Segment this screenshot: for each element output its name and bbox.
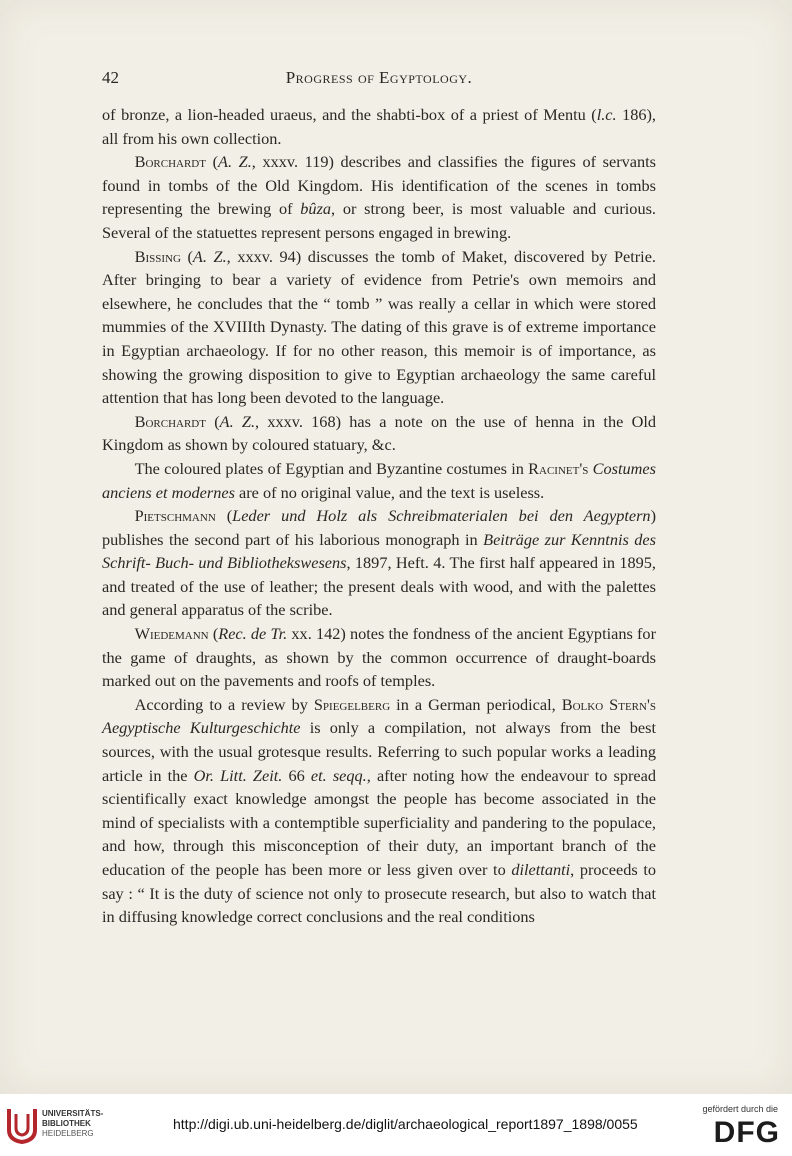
text-run: The coloured plates of Egyptian and Byzantine costumes in bbox=[134, 458, 529, 478]
text-run: , xxxv. 168) has a note on the use of henna in the Old Kingdom as shown by coloured statuary, &c. bbox=[102, 411, 656, 455]
running-title: Progress of Egyptology. bbox=[285, 68, 473, 87]
page-number: 42 bbox=[102, 68, 119, 87]
italic-citation: dilettanti bbox=[511, 860, 571, 879]
author-name: Bissing bbox=[134, 246, 181, 266]
text-run: , proceeds to say : “ It is the duty of science not only to prosecute research, but also to watch that in diffusing knowledge correct conclusions and the real conditions bbox=[102, 860, 657, 927]
author-name: Bolko Stern's bbox=[561, 694, 657, 714]
body-paragraph bbox=[102, 622, 656, 693]
italic-citation: Costumes anciens et modernes bbox=[102, 458, 656, 502]
body-paragraph bbox=[102, 410, 656, 457]
text-run: , after noting how the endeavour to spread scientifically exact knowledge amongst the people has become associated in the mind of specialists with a contemptible superficiality and pandering to the populace, and how, through this misconception of their duty, an important branch of the education of the people has been more or less given over to bbox=[102, 765, 657, 879]
italic-citation: l.c. bbox=[596, 105, 617, 124]
author-name: Borchardt bbox=[134, 152, 206, 172]
text-run: , 1897, Heft. 4. The first half appeared in 1895, and treated of the use of leather; the present deals with wood, and with the palettes and general apparatus of the scribe. bbox=[102, 553, 656, 620]
body-paragraph bbox=[102, 150, 656, 244]
library-name-line1: UNIVERSITÄTS- bbox=[42, 1109, 104, 1118]
text-run: , or strong beer, is most valuable and curious. Several of the statuettes represent persons engaged in brewing. bbox=[102, 199, 656, 242]
italic-citation: Rec. de Tr. bbox=[218, 624, 288, 644]
italic-citation: A. Z. bbox=[219, 411, 256, 431]
text-run: ( bbox=[205, 411, 220, 431]
running-head bbox=[102, 68, 656, 90]
text-run: is only a compilation, not always from the best sources, with the usual grotesque results. Referring to such popular works a leading article in the bbox=[102, 718, 656, 785]
text-run: in a German periodical, bbox=[390, 694, 562, 714]
library-name bbox=[42, 1109, 103, 1139]
italic-citation: A. Z. bbox=[218, 152, 252, 172]
italic-citation: bûza bbox=[300, 199, 332, 219]
text-run: 66 bbox=[282, 765, 311, 785]
text-run: , xxxv. 119) describes and classifies the figures of servants found in tombs of the Old Kingdom. His identification of the scenes in tombs representing the brewing of bbox=[102, 152, 656, 219]
italic-citation: et. seqq. bbox=[310, 765, 367, 785]
body-paragraph bbox=[102, 693, 656, 929]
text-run: ( bbox=[180, 246, 193, 266]
text-run: 186), all from his own collection. bbox=[102, 105, 656, 148]
text-run: xx. 142) notes the fondness of the ancient Egyptians for the game of draughts, as shown by the common occurrence of draught-boards marked out on the pavements and roofs of temples. bbox=[102, 624, 656, 691]
text-run: , xxxv. 94) discusses the tomb of Maket, discovered by Petrie. After bringing to bear a variety of evidence from Petrie's own memoirs and elsewhere, he concludes that the “ tomb ” was really a cellar in which were stored mummies of the XVIIIth Dynasty. The dating of this grave is of extreme importance in Egyptian archaeology. If for no other reason, this memoir is of importance, as showing the growing disposition to give to Egyptian archaeology the same careful attention that has long been devoted to the language. bbox=[102, 246, 656, 408]
italic-citation: Or. Litt. Zeit. bbox=[193, 765, 283, 785]
body-paragraph bbox=[102, 103, 656, 150]
italic-citation: Beiträge zur Kenntnis des Schrift- Buch- und Bibliothekswesens bbox=[102, 529, 656, 573]
library-name-line2: BIBLIOTHEK bbox=[42, 1119, 91, 1128]
text-run: ) publishes the second part of his laborious monograph in bbox=[102, 506, 656, 549]
text-run: of bronze, a lion-headed uraeus, and the shabti-box of a priest of Mentu ( bbox=[102, 105, 597, 124]
viewer-footer bbox=[0, 1094, 792, 1156]
body-text bbox=[102, 103, 656, 929]
text-run: are of no original value, and the text is useless. bbox=[234, 482, 545, 502]
italic-citation: A. Z. bbox=[192, 246, 227, 266]
body-paragraph bbox=[102, 245, 656, 410]
body-paragraph bbox=[102, 504, 656, 622]
ub-heidelberg-logo-icon[interactable] bbox=[6, 1106, 38, 1144]
library-name-line3: HEIDELBERG bbox=[42, 1129, 94, 1138]
dfg-logo[interactable]: DFG bbox=[713, 1116, 780, 1149]
text-run: ( bbox=[208, 624, 219, 644]
text-run: According to a review by bbox=[134, 694, 314, 714]
author-name: Racinet's bbox=[528, 458, 589, 478]
author-name: Pietschmann bbox=[134, 506, 216, 526]
sponsor-caption: gefördert durch die bbox=[702, 1104, 778, 1114]
author-name: Borchardt bbox=[134, 411, 206, 431]
author-name: Wiedemann bbox=[134, 624, 209, 644]
author-name: Spiegelberg bbox=[313, 694, 391, 714]
italic-citation: Leder und Holz als Schreibmaterialen bei den Aegyptern bbox=[232, 506, 651, 526]
text-run: ( bbox=[205, 152, 219, 172]
body-paragraph bbox=[102, 457, 656, 504]
permalink-url[interactable]: http://digi.ub.uni-heidelberg.de/diglit/archaeological_report1897_1898/0055 bbox=[173, 1116, 638, 1132]
italic-citation: Aegyptische Kulturgeschichte bbox=[102, 718, 301, 738]
text-run: ( bbox=[215, 506, 233, 526]
